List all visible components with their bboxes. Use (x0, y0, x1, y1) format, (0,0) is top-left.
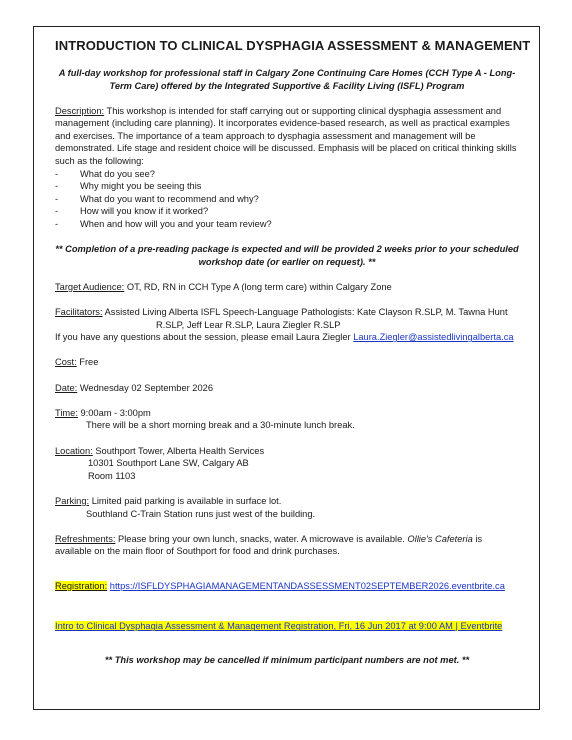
time-text: 9:00am - 3:00pm (77, 407, 151, 418)
eventbrite-section (55, 620, 519, 633)
location-section (55, 445, 519, 458)
cafeteria-name: Ollie's Cafeteria (407, 533, 473, 544)
target-audience-section (55, 281, 519, 294)
date-label: Date: (55, 382, 78, 393)
target-audience-label: Target Audience: (55, 281, 125, 292)
time-section (55, 407, 519, 420)
facilitators-section (55, 306, 519, 319)
date-text: Wednesday 02 September 2026 (77, 382, 213, 393)
registration-label: Registration: (55, 580, 108, 591)
registration-link[interactable]: https://ISFLDYSPHAGIAMANAGEMENTANDASSESSMENT02SEPTEMBER2026.eventbrite.ca (109, 580, 505, 591)
list-item: - When and how will you and your team review? (55, 218, 272, 229)
prereading-note: ** Completion of a pre-reading package is expected and will be provided 2 weeks prior to your scheduled workshop date (or earlier on request). ** (55, 244, 519, 267)
parking-label: Parking: (55, 496, 90, 506)
workshop-subtitle: A full-day workshop for professional staff in Calgary Zone Continuing Care Homes (CCH Type A - Long-Term Care) offered by the Integrated Supportive & Facility Living (ISFL) Program (58, 68, 516, 91)
description-section (55, 105, 519, 168)
facilitators-label: Facilitators: (55, 307, 103, 318)
list-item: - How will you know if it worked? (55, 206, 209, 217)
registration-section (55, 580, 519, 593)
time-note: There will be a short morning break and a 30-minute lunch break. (86, 420, 355, 431)
cost-text: Free (76, 357, 99, 368)
list-item: - What do you want to recommend and why? (55, 193, 259, 204)
location-line3: Room 1103 (88, 470, 136, 481)
critical-thinking-list (55, 168, 519, 231)
refreshments-label: Refreshments: (55, 533, 116, 544)
refreshments-section: Refreshments: Please bring your own lunch, snacks, water. A microwave is available. Ollie's Cafeteria is available on the main floor of Southport for food and drink purchases. (55, 533, 483, 557)
parking-line1: Limited paid parking is available in surface lot. (89, 496, 282, 506)
date-section (55, 382, 519, 395)
facilitators-line2: R.SLP, Jeff Lear R.SLP, Laura Ziegler R.SLP (156, 319, 341, 330)
flyer-content (55, 38, 531, 666)
description-text: This workshop is intended for staff carrying out or supporting clinical dysphagia assessment and management (including care planning). It incorporates evidence-based research, as well as practical examples and exercises. The importance of a team approach to dysphagia assessment and management will be demonstrated. Life stage and resident choice will be discussed. Emphasis will be placed on critical thinking skills such as the following: (55, 105, 517, 166)
target-audience-text: OT, RD, RN in CCH Type A (long term care) within Calgary Zone (124, 281, 392, 292)
list-item: - Why might you be seeing this (55, 181, 202, 192)
cost-label: Cost: (55, 357, 77, 368)
contact-email-link[interactable]: Laura.Ziegler@assistedlivingalberta.ca (353, 332, 514, 343)
cancellation-note: ** This workshop may be cancelled if minimum participant numbers are not met. ** (104, 654, 470, 665)
location-label: Location: (55, 445, 93, 456)
parking-section (55, 495, 519, 508)
description-label: Description: (55, 105, 105, 116)
location-line1: Southport Tower, Alberta Health Services (92, 445, 265, 456)
page-title: INTRODUCTION TO CLINICAL DYSPHAGIA ASSESSMENT & MANAGEMENT (55, 38, 531, 53)
contact-line: If you have any questions about the session, please email Laura Ziegler Laura.Ziegler@assistedlivingalberta.ca (55, 332, 514, 343)
cost-section (55, 356, 519, 369)
location-line2: 10301 Southport Lane SW, Calgary AB (88, 458, 249, 469)
parking-line2: Southland C-Train Station runs just west of the building. (86, 508, 316, 519)
list-item: - What do you see? (55, 168, 155, 179)
time-label: Time: (55, 407, 78, 418)
eventbrite-link[interactable]: Intro to Clinical Dysphagia Assessment & Management Registration, Fri, 16 Jun 2017 at 9:00 AM | Eventbrite (55, 621, 503, 632)
facilitators-line1: Assisted Living Alberta ISFL Speech-Language Pathologists: Kate Clayson R.SLP, M. Tawna Hunt (102, 307, 508, 318)
